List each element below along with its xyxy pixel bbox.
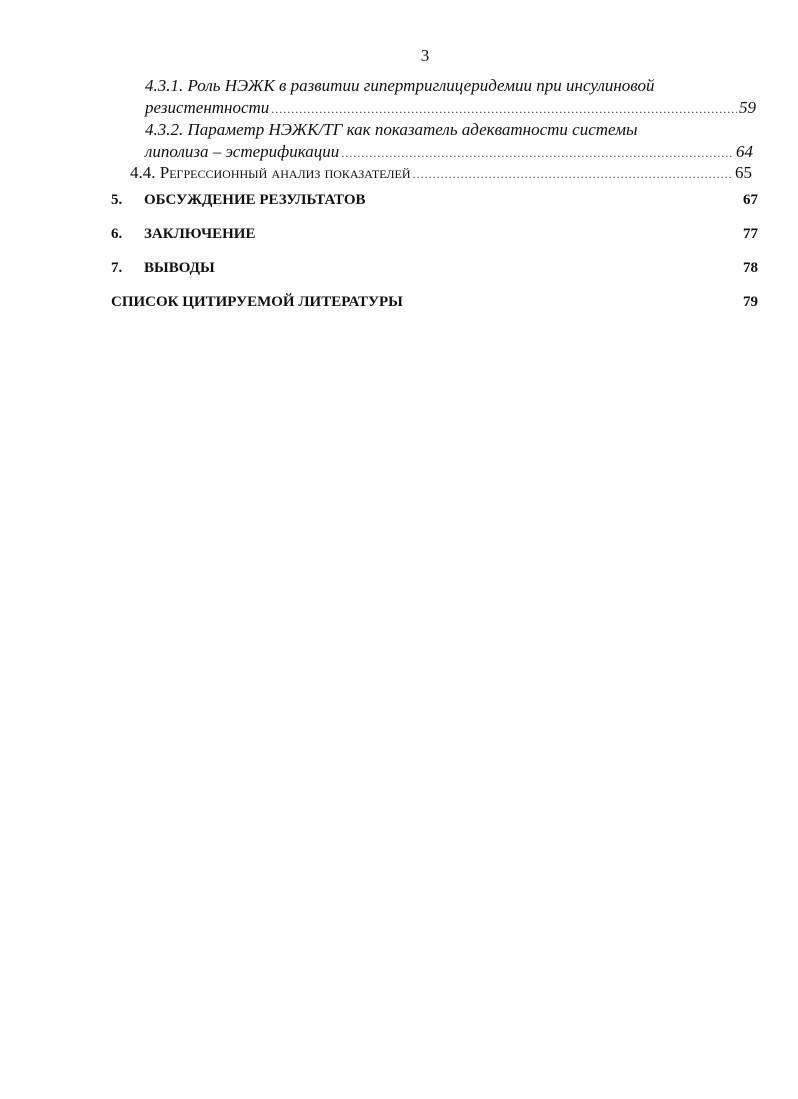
chapter-page: 78 (743, 260, 758, 276)
chapter-number: 7. (111, 260, 123, 276)
toc-4-3-1-page: 59 (739, 98, 756, 117)
toc-references[interactable] (111, 292, 758, 312)
toc-4-3-1-line2: резистентности (145, 98, 270, 117)
chapter-title: ЗАКЛЮЧЕНИЕ (144, 226, 256, 242)
chapter-title: ОБСУЖДЕНИЕ РЕЗУЛЬТАТОВ (144, 192, 366, 208)
references-page: 79 (743, 294, 758, 310)
dot-leader (413, 164, 733, 184)
toc-4-3-2-line2: липолиза – эстерификации (145, 142, 340, 161)
toc-4-3-2-line1: 4.3.2. Параметр НЭЖК/ТГ как показатель адекватности системы (145, 120, 638, 139)
page-number: 3 (420, 46, 430, 65)
toc-chapter-7[interactable] (111, 258, 758, 278)
toc-4-3-2-entry[interactable] (145, 142, 753, 163)
chapter-number: 6. (111, 226, 123, 242)
toc-4-3-1-entry[interactable] (145, 98, 756, 119)
toc-4-4-title: Регрессионный анализ показателей (159, 163, 411, 182)
toc-4-3-1-line1: 4.3.1. Роль НЭЖК в развитии гипертриглицеридемии при инсулиновой (145, 76, 655, 95)
toc-chapter-6[interactable] (111, 224, 758, 244)
toc-4-4-page: 65 (735, 163, 752, 182)
chapter-page: 67 (743, 192, 758, 208)
chapter-number: 5. (111, 192, 123, 208)
chapter-page: 77 (743, 226, 758, 242)
dot-leader (341, 143, 734, 163)
toc-chapter-5[interactable] (111, 190, 758, 210)
chapter-title: ВЫВОДЫ (144, 260, 215, 276)
toc-4-4-entry[interactable] (130, 163, 752, 184)
dot-leader (271, 99, 737, 119)
toc-4-3-2-page: 64 (736, 142, 753, 161)
toc-4-4-number: 4.4. (130, 163, 156, 182)
references-title: СПИСОК ЦИТИРУЕМОЙ ЛИТЕРАТУРЫ (111, 294, 403, 310)
